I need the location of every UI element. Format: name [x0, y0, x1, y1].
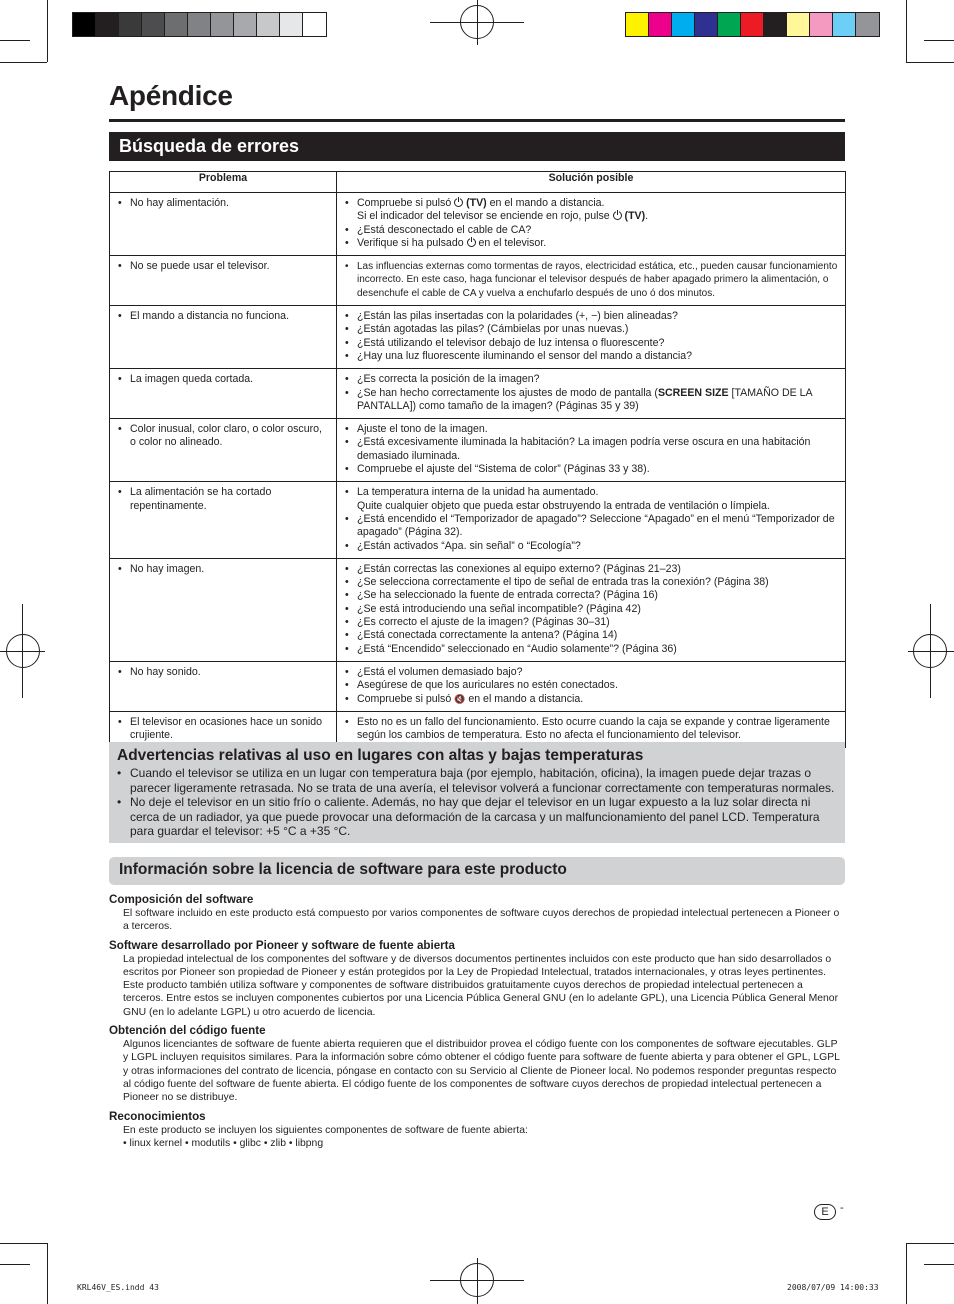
- license-components-list: • linux kernel • modutils • glibc • zlib • libpng: [123, 1137, 324, 1149]
- crop-mark: [906, 1243, 954, 1244]
- solution-item: • ¿Hay una luz fluorescente iluminando el sensor del mando a distancia?: [343, 350, 839, 363]
- license-paragraph: En este producto se incluyen los siguientes componentes de software de fuente abierta:: [123, 1124, 528, 1136]
- crop-mark: [0, 62, 47, 63]
- page-number-dash: -: [840, 1202, 844, 1214]
- calibration-swatch: [280, 13, 303, 36]
- solution-item: • ¿Está el volumen demasiado bajo?: [343, 666, 839, 679]
- crop-mark: [47, 0, 48, 62]
- power-icon: [467, 238, 476, 247]
- calibration-swatch: [96, 13, 119, 36]
- calibration-swatch: [142, 13, 165, 36]
- solution-item: • ¿Se está introduciendo una señal incompatible? (Página 42): [343, 603, 839, 616]
- calibration-swatch: [787, 13, 810, 36]
- table-row: [110, 256, 846, 306]
- warnings-list: [117, 766, 837, 839]
- section-header-troubleshooting: Búsqueda de errores: [109, 132, 845, 161]
- crop-mark: [906, 0, 907, 62]
- solution-item: • ¿Está encendido el “Temporizador de apagado”? Seleccione “Apagado” en el menú “Temporizador de apagado” (Página 32).: [343, 513, 839, 540]
- solution-item: • Esto no es un fallo del funcionamiento. Esto ocurre cuando la caja se expande y contrae ligeramente según los cambios de temperatura. Esto no afecta el funcionamiento del televisor.: [343, 716, 839, 743]
- solution-item: • ¿Se selecciona correctamente el tipo de señal de entrada tras la conexión? (Página 38): [343, 576, 839, 589]
- registration-mark: [22, 604, 23, 698]
- table-row: [110, 482, 846, 558]
- solution-item: • ¿Está desconectado el cable de CA?: [343, 224, 839, 237]
- mute-icon: 🔇: [454, 693, 466, 704]
- license-section-header: Información sobre la licencia de software para este producto: [109, 857, 845, 885]
- solution-item: • ¿Están correctas las conexiones al equipo externo? (Páginas 21–23): [343, 563, 839, 576]
- table-row: [110, 369, 846, 419]
- license-heading: Reconocimientos: [109, 1109, 206, 1123]
- solution-item: • ¿Está excesivamente iluminada la habitación? La imagen podría verse oscura en una habitación demasiado iluminada.: [343, 436, 839, 463]
- calibration-swatch: [856, 13, 879, 36]
- troubleshooting-table: [109, 171, 846, 748]
- solution-item: • Compruebe si pulsó (TV) en el mando a distancia. Si el indicador del televisor se enciende en rojo, pulse (TV).: [343, 197, 839, 224]
- calibration-swatch: [764, 13, 787, 36]
- page-language-badge: E: [814, 1204, 836, 1220]
- problem-text: • La alimentación se ha cortado repentinamente.: [116, 486, 330, 513]
- problem-cell: [110, 419, 337, 482]
- warning-item: • Cuando el televisor se utiliza en un lugar con temperatura baja (por ejemplo, habitación, oficina), la imagen puede dejar trazas o parecer ligeramente retrasada. No se trata de una avería, el televisor volverá a funcionar correctamente con temperaturas normales.: [117, 766, 837, 795]
- license-paragraph: Algunos licenciantes de software de fuente abierta requieren que el distribuidor provea el código fuente con los componentes de software ejecutables. GLP y LGPL incluyen requisitos similares. Para la información sobre cómo obtener el código fuente para software de fuente abierta y para obtener el GPL, LGPL y otras informaciones del contrato de licencia, póngase en contacto con su Servicio al Cliente de Pioneer local. No podemos responder preguntas respecto al código fuente del software de fuente abierta. El código fuente de los componentes de software cuyos derechos de propiedad intelectual pertenecen a Pioneer no se distribuye.: [123, 1039, 840, 1104]
- calibration-swatch: [73, 13, 96, 36]
- title-rule: [109, 119, 845, 122]
- table-row: [110, 661, 846, 711]
- solution-item: • La temperatura interna de la unidad ha aumentado. Quite cualquier objeto que pueda estar obstruyendo la entrada de ventilación o límpiela.: [343, 486, 839, 513]
- problem-text: • No hay imagen.: [116, 563, 330, 576]
- solution-cell: [337, 661, 846, 711]
- crop-mark: [906, 1243, 907, 1304]
- registration-mark: [477, 0, 478, 45]
- solution-item: • ¿Están activados “Apa. sin señal” o “Ecología”?: [343, 540, 839, 553]
- calibration-swatch: [211, 13, 234, 36]
- solution-item: • ¿Está “Encendido” seleccionado en “Audio solamente”? (Página 36): [343, 643, 839, 656]
- solution-item: • Asegúrese de que los auriculares no estén conectados.: [343, 679, 839, 692]
- crop-mark: [906, 62, 954, 63]
- solution-item: • Verifique si ha pulsado en el televisor.: [343, 237, 839, 250]
- column-header-solution: Solución posible: [337, 172, 846, 193]
- calibration-swatch: [188, 13, 211, 36]
- problem-text: • La imagen queda cortada.: [116, 373, 330, 386]
- solution-item: • Compruebe el ajuste del “Sistema de color” (Páginas 33 y 38).: [343, 463, 839, 476]
- solution-cell: [337, 306, 846, 369]
- solution-item: • ¿Es correcta la posición de la imagen?: [343, 373, 839, 386]
- calibration-swatch: [626, 13, 649, 36]
- calibration-swatch: [672, 13, 695, 36]
- footer-file-info: KRL46V_ES.indd 43: [77, 1283, 159, 1292]
- power-icon: [454, 198, 463, 207]
- problem-text: • El televisor en ocasiones hace un sonido crujiente.: [116, 716, 330, 743]
- license-paragraph: La propiedad intelectual de los componentes del software y de diversos documentos pertinentes incluidos con este producto que han sido desarrollados o escritos por Pioneer son propiedad de Pioneer y están protegidos por la Ley de Propiedad Intelectual, tratados internacionales, y otras leyes pertinentes. Este producto también utiliza software y componentes de software distribuidos gratuitamente cuyos derechos de propiedad intelectual pertenecen a terceros. Entre estos se incluyen componentes cubiertos por una Licencia Pública General GNU (en lo adelante GPL), una Licencia Pública General Menor GNU (en lo adelante LGPL) u otro acuerdo de licencia.: [123, 953, 839, 1018]
- license-heading: Obtención del código fuente: [109, 1024, 266, 1038]
- table-row: [110, 558, 846, 661]
- color-calibration-bar: [625, 12, 880, 37]
- bold-term: (TV): [621, 210, 646, 223]
- solution-cell: [337, 419, 846, 482]
- solution-cell: [337, 558, 846, 661]
- license-content: [109, 893, 845, 1155]
- footer-timestamp: 2008/07/09 14:00:33: [787, 1283, 879, 1292]
- problem-cell: [110, 369, 337, 419]
- solution-item: • ¿Está utilizando el televisor debajo de luz intensa o fluorescente?: [343, 337, 839, 350]
- calibration-swatch: [303, 13, 326, 36]
- solution-item: • ¿Están agotadas las pilas? (Cámbielas por unas nuevas.): [343, 323, 839, 336]
- problem-cell: [110, 256, 337, 306]
- temperature-warnings-box: [109, 742, 845, 843]
- bold-term: SCREEN SIZE: [657, 386, 729, 399]
- solution-item: • ¿Se han hecho correctamente los ajustes de modo de pantalla (SCREEN SIZE [TAMAÑO DE LA PANTALLA]) como tamaño de la imagen? (Páginas 35 y 39): [343, 387, 839, 414]
- license-heading: Composición del software: [109, 893, 254, 906]
- problem-text: • No se puede usar el televisor.: [116, 260, 330, 273]
- problem-text: • El mando a distancia no funciona.: [116, 310, 330, 323]
- license-heading: Software desarrollado por Pioneer y software de fuente abierta: [109, 938, 455, 952]
- solution-cell: [337, 256, 846, 306]
- solution-item: • ¿Está conectada correctamente la antena? (Página 14): [343, 629, 839, 642]
- solution-cell: [337, 482, 846, 558]
- bold-term: (TV): [463, 197, 487, 209]
- crop-mark: [0, 1243, 47, 1244]
- page-title: Apéndice: [109, 80, 233, 111]
- calibration-swatch: [741, 13, 764, 36]
- table-row: [110, 193, 846, 256]
- registration-mark: [908, 651, 954, 652]
- problem-text: • No hay sonido.: [116, 666, 330, 679]
- table-header-row: [110, 172, 846, 193]
- crop-mark: [924, 40, 954, 41]
- grayscale-calibration-bar: [72, 12, 327, 37]
- calibration-swatch: [833, 13, 856, 36]
- problem-cell: [110, 661, 337, 711]
- warnings-title: Advertencias relativas al uso en lugares con altas y bajas temperaturas: [117, 747, 644, 764]
- problem-text: • Color inusual, color claro, o color oscuro, o color no alineado.: [116, 423, 330, 450]
- warning-item: • No deje el televisor en un sitio frío o caliente. Además, no hay que dejar el televisor en un lugar expuesto a la luz solar directa ni cerca de un radiador, ya que puede provocar una deformación de la carcasa y un malfuncionamiento del panel LCD. Temperatura para guardar el televisor: +5 °C a +35 °C.: [117, 795, 837, 839]
- registration-mark: [477, 1258, 478, 1304]
- solution-item: • Compruebe si pulsó 🔇 en el mando a distancia.: [343, 693, 839, 706]
- solution-item: • Ajuste el tono de la imagen.: [343, 423, 839, 436]
- table-row: [110, 306, 846, 369]
- calibration-swatch: [165, 13, 188, 36]
- calibration-swatch: [119, 13, 142, 36]
- solution-item: • Las influencias externas como tormentas de rayos, electricidad estática, etc., pueden causar funcionamiento incorrecto. En este caso, haga funcionar el televisor después de haber apagado primero la alimentación, o desenchufe el cable de CA y vuelva a enchufarlo después de uno ó dos minutos.: [343, 260, 839, 300]
- calibration-swatch: [234, 13, 257, 36]
- problem-text: • No hay alimentación.: [116, 197, 330, 210]
- solution-item: • ¿Están las pilas insertadas con la polaridades (+, −) bien alineadas?: [343, 310, 839, 323]
- solution-item: • ¿Se ha seleccionado la fuente de entrada correcta? (Página 16): [343, 589, 839, 602]
- calibration-swatch: [649, 13, 672, 36]
- calibration-swatch: [695, 13, 718, 36]
- calibration-swatch: [810, 13, 833, 36]
- solution-cell: [337, 369, 846, 419]
- crop-mark: [0, 1264, 30, 1265]
- solution-cell: [337, 193, 846, 256]
- problem-cell: [110, 482, 337, 558]
- calibration-swatch: [718, 13, 741, 36]
- license-paragraph: El software incluido en este producto está compuesto por varios componentes de software cuyos derechos de propiedad intelectual pertenecen a Pioneer o a terceros.: [123, 908, 840, 933]
- crop-mark: [0, 40, 30, 41]
- problem-cell: [110, 193, 337, 256]
- problem-cell: [110, 558, 337, 661]
- crop-mark: [47, 1243, 48, 1304]
- power-icon: [613, 211, 622, 220]
- table-row: [110, 419, 846, 482]
- solution-item: • ¿Es correcto el ajuste de la imagen? (Páginas 30–31): [343, 616, 839, 629]
- crop-mark: [924, 1264, 954, 1265]
- calibration-swatch: [257, 13, 280, 36]
- column-header-problem: Problema: [110, 172, 337, 193]
- registration-mark: [930, 604, 931, 698]
- problem-cell: [110, 306, 337, 369]
